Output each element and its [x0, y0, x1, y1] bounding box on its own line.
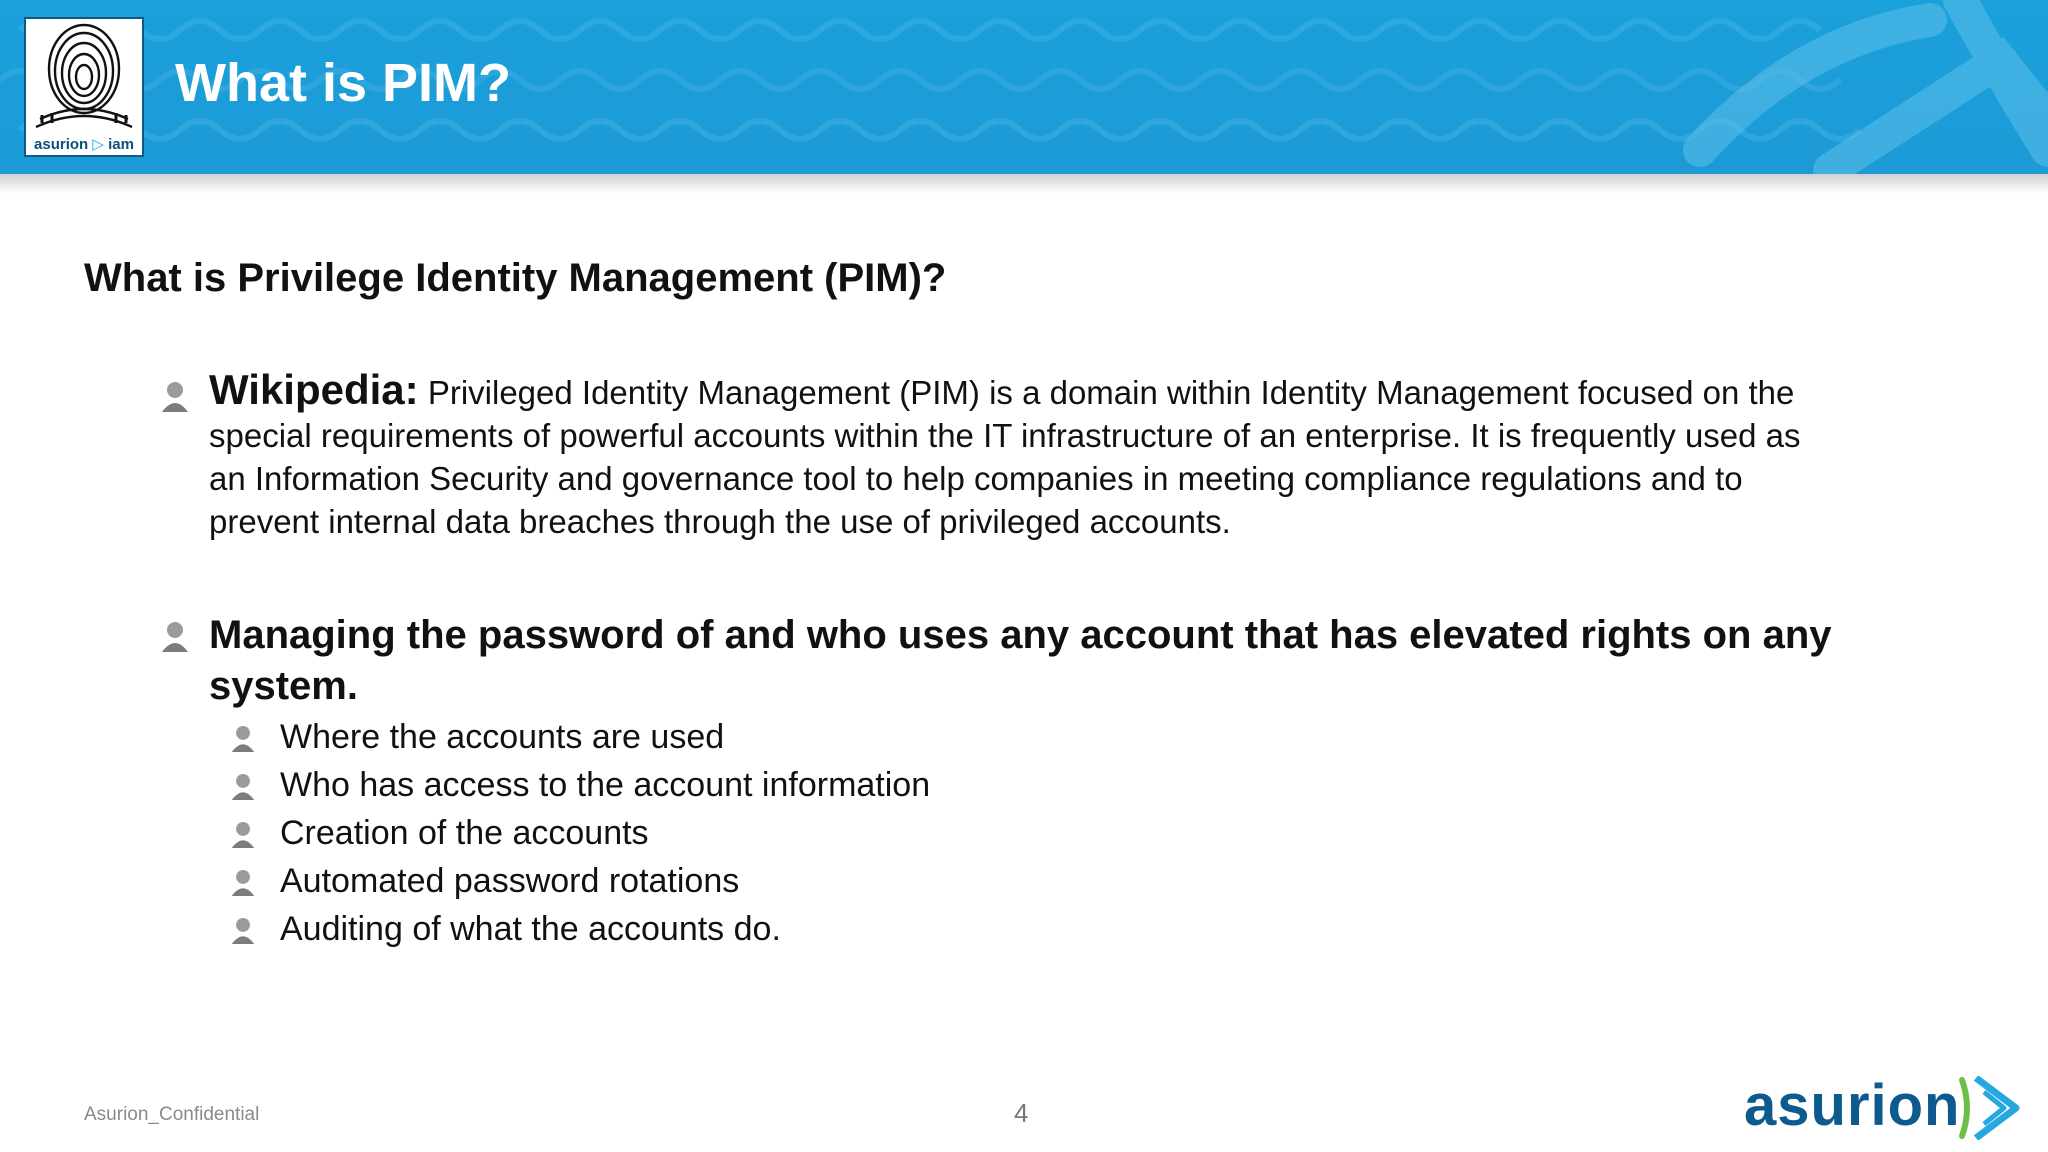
wikipedia-text-1: Privileged Identity Management (PIM) is a domain within Identity Management focused on the: [427, 374, 1795, 411]
asurion-iam-logo: [24, 17, 144, 157]
user-silhouette-icon: [230, 916, 256, 946]
wikipedia-line-4: prevent internal data breaches through the use of privileged accounts.: [209, 503, 1231, 540]
brand-chevron-icon: [1958, 1076, 2024, 1140]
wikipedia-line-1: [209, 368, 1969, 414]
page-number: 4: [1014, 1098, 1029, 1128]
user-silhouette-icon: [160, 620, 190, 654]
slide-title: What is PIM?: [175, 53, 511, 113]
managing-line-1: Managing the password of and who uses any account that has elevated rights on any: [209, 613, 1832, 657]
list-item: Where the accounts are used: [280, 718, 725, 756]
wikipedia-label: Wikipedia:: [209, 366, 419, 413]
logo-right-text: iam: [108, 136, 134, 153]
header-band: [0, 0, 2048, 174]
wikipedia-line-3: an Information Security and governance tool to help companies in meeting compliance regulations and to: [209, 460, 1743, 497]
user-silhouette-icon: [230, 820, 256, 850]
header-shadow: [0, 174, 2048, 194]
user-silhouette-icon: [230, 772, 256, 802]
list-item: Who has access to the account information: [280, 766, 931, 804]
list-item: Auditing of what the accounts do.: [280, 910, 781, 948]
section-heading: What is Privilege Identity Management (PIM)?: [84, 256, 947, 300]
list-item: Automated password rotations: [280, 862, 740, 900]
wikipedia-definition: [209, 368, 1969, 543]
managing-line-2: system.: [209, 664, 358, 708]
confidential-label: Asurion_Confidential: [84, 1104, 260, 1125]
list-item: Creation of the accounts: [280, 814, 649, 852]
wikipedia-line-2: special requirements of powerful accounts within the IT infrastructure of an enterprise. It is frequently used as: [209, 417, 1801, 454]
logo-caption: [26, 135, 142, 153]
user-silhouette-icon: [160, 380, 190, 414]
brand-wordmark: asurion: [1744, 1073, 1961, 1138]
fingerprint-icon: [26, 19, 142, 129]
logo-left-text: asurion: [34, 136, 89, 153]
managing-statement: [209, 610, 1969, 712]
logo-arrow-icon: ▷: [92, 136, 104, 153]
user-silhouette-icon: [230, 868, 256, 898]
user-silhouette-icon: [230, 724, 256, 754]
asurion-brand-logo: [1744, 1072, 2024, 1142]
